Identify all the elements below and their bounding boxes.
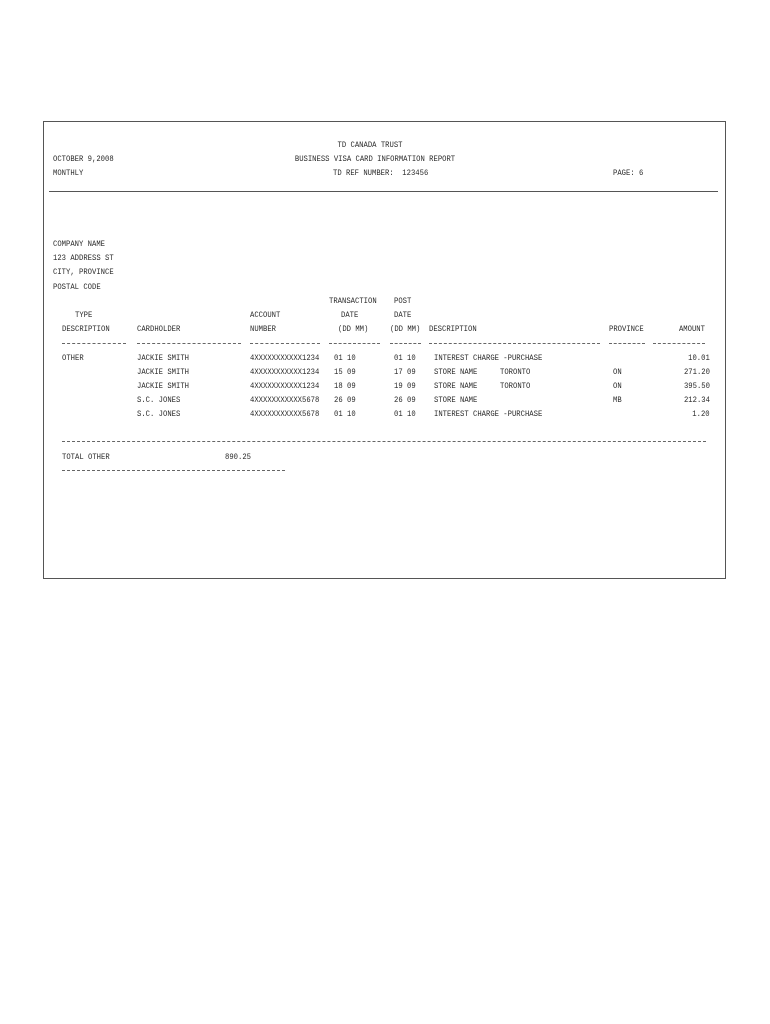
row-amount: 271.20: [683, 367, 710, 377]
report-date: OCTOBER 9,2008: [53, 154, 114, 164]
row-account: 4XXXXXXXXXXX1234: [250, 367, 320, 377]
col-province: PROVINCE: [609, 324, 644, 334]
row-province: ON: [613, 381, 622, 391]
row-province: MB: [613, 395, 622, 405]
row-post-date: 01 10: [394, 409, 416, 419]
row-cardholder: JACKIE SMITH: [137, 367, 189, 377]
company-postal: POSTAL CODE: [53, 282, 101, 292]
row-description: INTEREST CHARGE -PURCHASE: [434, 409, 543, 419]
row-trans-date: 18 09: [334, 381, 356, 391]
row-trans-date: 15 09: [334, 367, 356, 377]
row-trans-date: 01 10: [334, 353, 356, 363]
row-description: STORE NAME: [434, 381, 478, 391]
row-description: STORE NAME: [434, 395, 478, 405]
row-trans-date: 01 10: [334, 409, 356, 419]
row-cardholder: JACKIE SMITH: [137, 381, 189, 391]
col-trans-line3: (DD MM): [338, 324, 369, 334]
col-cardholder: CARDHOLDER: [137, 324, 181, 334]
row-amount: 395.50: [683, 381, 710, 391]
row-account: 4XXXXXXXXXXX1234: [250, 381, 320, 391]
col-rule-description: [429, 343, 600, 344]
col-description: DESCRIPTION: [429, 324, 477, 334]
col-account-line1: ACCOUNT: [250, 310, 281, 320]
row-post-date: 19 09: [394, 381, 416, 391]
col-rule-type: [62, 343, 126, 344]
row-cardholder: S.C. JONES: [137, 395, 181, 405]
row-cardholder: S.C. JONES: [137, 409, 181, 419]
row-trans-date: 26 09: [334, 395, 356, 405]
col-account-line2: NUMBER: [250, 324, 277, 334]
col-rule-trans: [329, 343, 380, 344]
col-rule-account: [250, 343, 320, 344]
col-type-line2: DESCRIPTION: [62, 324, 110, 334]
col-rule-province: [609, 343, 645, 344]
company-name: COMPANY NAME: [53, 239, 105, 249]
total-bottom-rule: [62, 470, 285, 471]
row-post-date: 26 09: [394, 395, 416, 405]
row-post-date: 01 10: [394, 353, 416, 363]
col-post-line3: (DD MM): [390, 324, 421, 334]
col-rule-post: [390, 343, 421, 344]
col-rule-cardholder: [137, 343, 241, 344]
row-post-date: 17 09: [394, 367, 416, 377]
row-city: TORONTO: [500, 381, 531, 391]
col-trans-line1: TRANSACTION: [329, 296, 377, 306]
report-title: BUSINESS VISA CARD INFORMATION REPORT: [294, 154, 456, 164]
row-amount: 10.01: [688, 353, 710, 363]
row-description: STORE NAME: [434, 367, 478, 377]
row-account: 4XXXXXXXXXXX5678: [250, 395, 320, 405]
col-trans-line2: DATE: [341, 310, 359, 320]
col-rule-amount: [653, 343, 705, 344]
page-number: PAGE: 6: [613, 168, 644, 178]
header-divider: [49, 191, 718, 192]
ref-number: TD REF NUMBER: 123456: [333, 168, 429, 178]
row-cardholder: JACKIE SMITH: [137, 353, 189, 363]
total-label: TOTAL OTHER: [62, 452, 110, 462]
col-amount: AMOUNT: [678, 324, 705, 334]
report-frequency: MONTHLY: [53, 168, 84, 178]
col-type-line1: TYPE: [75, 310, 93, 320]
col-post-line1: POST: [394, 296, 412, 306]
row-city: TORONTO: [500, 367, 531, 377]
report-frame: [43, 121, 726, 579]
row-amount: 1.20: [692, 409, 710, 419]
row-description: INTEREST CHARGE -PURCHASE: [434, 353, 543, 363]
total-top-rule: [62, 441, 706, 442]
row-province: ON: [613, 367, 622, 377]
row-amount: 212.34: [683, 395, 710, 405]
company-city: CITY, PROVINCE: [53, 267, 114, 277]
row-account: 4XXXXXXXXXXX5678: [250, 409, 320, 419]
col-post-line2: DATE: [394, 310, 412, 320]
row-type: OTHER: [62, 353, 84, 363]
company-address: 123 ADDRESS ST: [53, 253, 114, 263]
bank-name: TD CANADA TRUST: [337, 140, 403, 150]
row-account: 4XXXXXXXXXXX1234: [250, 353, 320, 363]
total-value: 890.25: [225, 452, 252, 462]
